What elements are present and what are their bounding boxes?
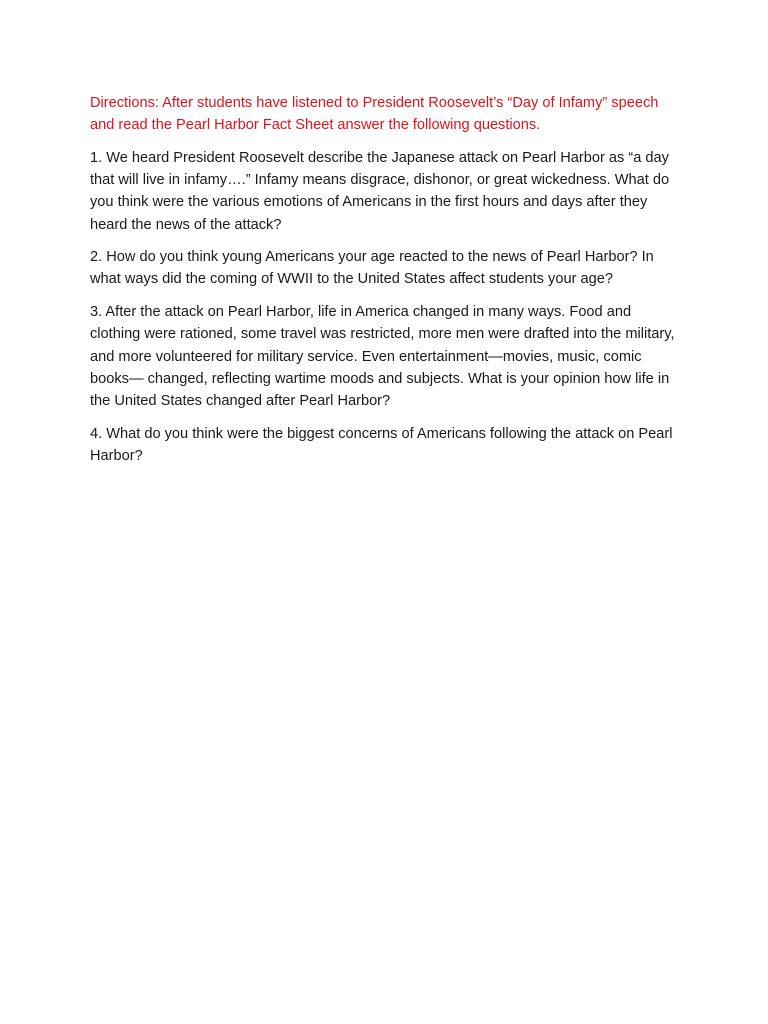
question-3: 3. After the attack on Pearl Harbor, life in America changed in many ways. Food and clothing were rationed, some travel was restricted, more men were drafted into the military, and more volunteered for military service. Even entertainment—movies, music, comic books— changed, reflecting wartime moods and subjects. What is your opinion how life in the United States changed after Pearl Harbor? — [90, 304, 675, 409]
question-2: 2. How do you think young Americans your age reacted to the news of Pearl Harbor? In what ways did the coming of WWII to the United States affect students your age? — [90, 249, 654, 288]
question-4: 4. What do you think were the biggest concerns of Americans following the attack on Pearl Harbor? — [90, 425, 673, 464]
document-body — [90, 92, 682, 478]
question-1: 1. We heard President Roosevelt describe the Japanese attack on Pearl Harbor as “a day that will live in infamy….” Infamy means disgrace, dishonor, or great wickedness. What do you think were the various emotions of Americans in the first hours and days after they heard the news of the attack? — [90, 149, 670, 233]
directions-text: Directions: After students have listened to President Roosevelt’s “Day of Infamy” speech and read the Pearl Harbor Fact Sheet answer the following questions. — [90, 95, 659, 134]
